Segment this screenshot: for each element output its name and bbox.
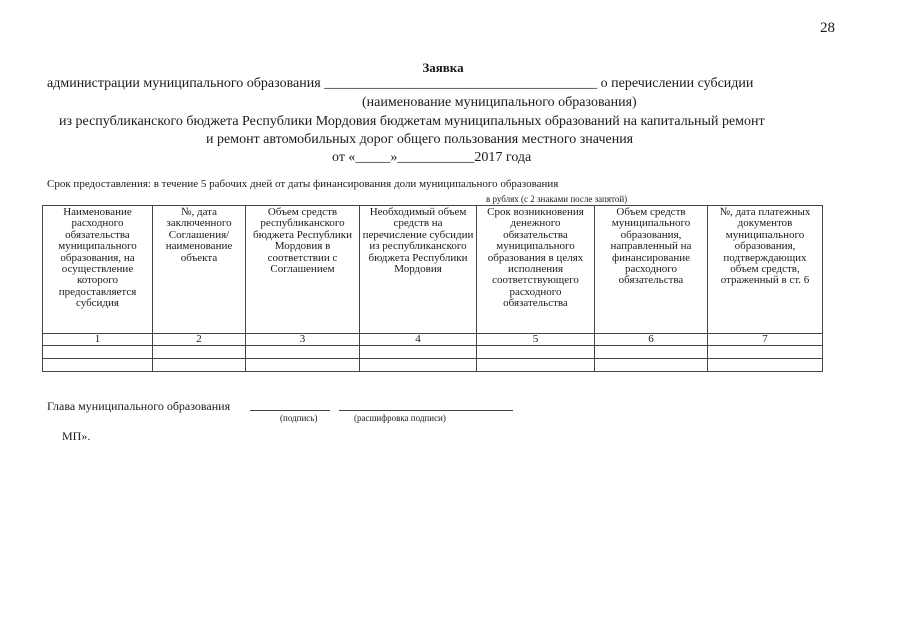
- column-number: 4: [360, 334, 477, 346]
- stamp-place: МП».: [62, 429, 91, 443]
- table-header-cell: Объем средств муниципального образования, направленный на финансирование расходного обязательства: [595, 206, 708, 334]
- table-row: [43, 346, 823, 359]
- table-cell: [360, 346, 477, 359]
- table-cell: [153, 359, 246, 372]
- table-cell: [153, 346, 246, 359]
- column-number: 3: [246, 334, 360, 346]
- table-header-cell: Необходимый объем средств на перечисление субсидии из республиканского бюджета Республики Мордовия: [360, 206, 477, 334]
- table-cell: [246, 359, 360, 372]
- column-number: 1: [43, 334, 153, 346]
- header-line-3: из республиканского бюджета Республики Мордовия бюджетам муниципальных образований на капитальный ремонт: [59, 114, 765, 129]
- table-cell: [477, 346, 595, 359]
- table-cell: [595, 346, 708, 359]
- table-cell: [595, 359, 708, 372]
- header-line-1: администрации муниципального образования _______________________________________ о перечислении субсидии: [47, 76, 754, 91]
- table-cell: [43, 359, 153, 372]
- table-cell: [43, 346, 153, 359]
- column-number: 5: [477, 334, 595, 346]
- request-table: [42, 205, 823, 372]
- signature-caption: (подпись): [280, 413, 318, 423]
- signature-decode-line: [339, 410, 513, 411]
- table-number-row: [43, 334, 823, 346]
- table-cell: [246, 346, 360, 359]
- table-header-cell: Объем средств республиканского бюджета Республики Мордовия в соответствии с Соглашением: [246, 206, 360, 334]
- signature-decode-caption: (расшифровка подписи): [354, 413, 446, 423]
- header-line-4: и ремонт автомобильных дорог общего пользования местного значения: [206, 132, 634, 147]
- table-header-cell: Наименование расходного обязательства муниципального образования, на осуществление которого предоставляется субсидия: [43, 206, 153, 334]
- table-header-cell: №, дата платежных документов муниципального образования, подтверждающих объем средств, отраженный в ст. 6: [708, 206, 823, 334]
- document-title: Заявка: [422, 60, 464, 75]
- table-cell: [477, 359, 595, 372]
- column-number: 7: [708, 334, 823, 346]
- table-header-cell: №, дата заключенного Соглашения/ наименование объекта: [153, 206, 246, 334]
- page-number: 28: [820, 20, 835, 36]
- table-header-row: [43, 206, 823, 334]
- table-cell: [360, 359, 477, 372]
- table-header-cell: Срок возникновения денежного обязательства муниципального образования в целях исполнения соответствующего расходного обязательства: [477, 206, 595, 334]
- column-number: 2: [153, 334, 246, 346]
- column-number: 6: [595, 334, 708, 346]
- units-note: в рублях (с 2 знаками после запятой): [486, 194, 628, 204]
- signature-line: [250, 410, 330, 411]
- signature-label: Глава муниципального образования: [47, 399, 231, 413]
- header-line-2: (наименование муниципального образования): [362, 95, 637, 110]
- header-date-line: от «_____»___________2017 года: [332, 150, 532, 165]
- table-row: [43, 359, 823, 372]
- table-cell: [708, 346, 823, 359]
- table-cell: [708, 359, 823, 372]
- term-line: Срок предоставления: в течение 5 рабочих дней от даты финансирования доли муниципального образования: [47, 178, 559, 190]
